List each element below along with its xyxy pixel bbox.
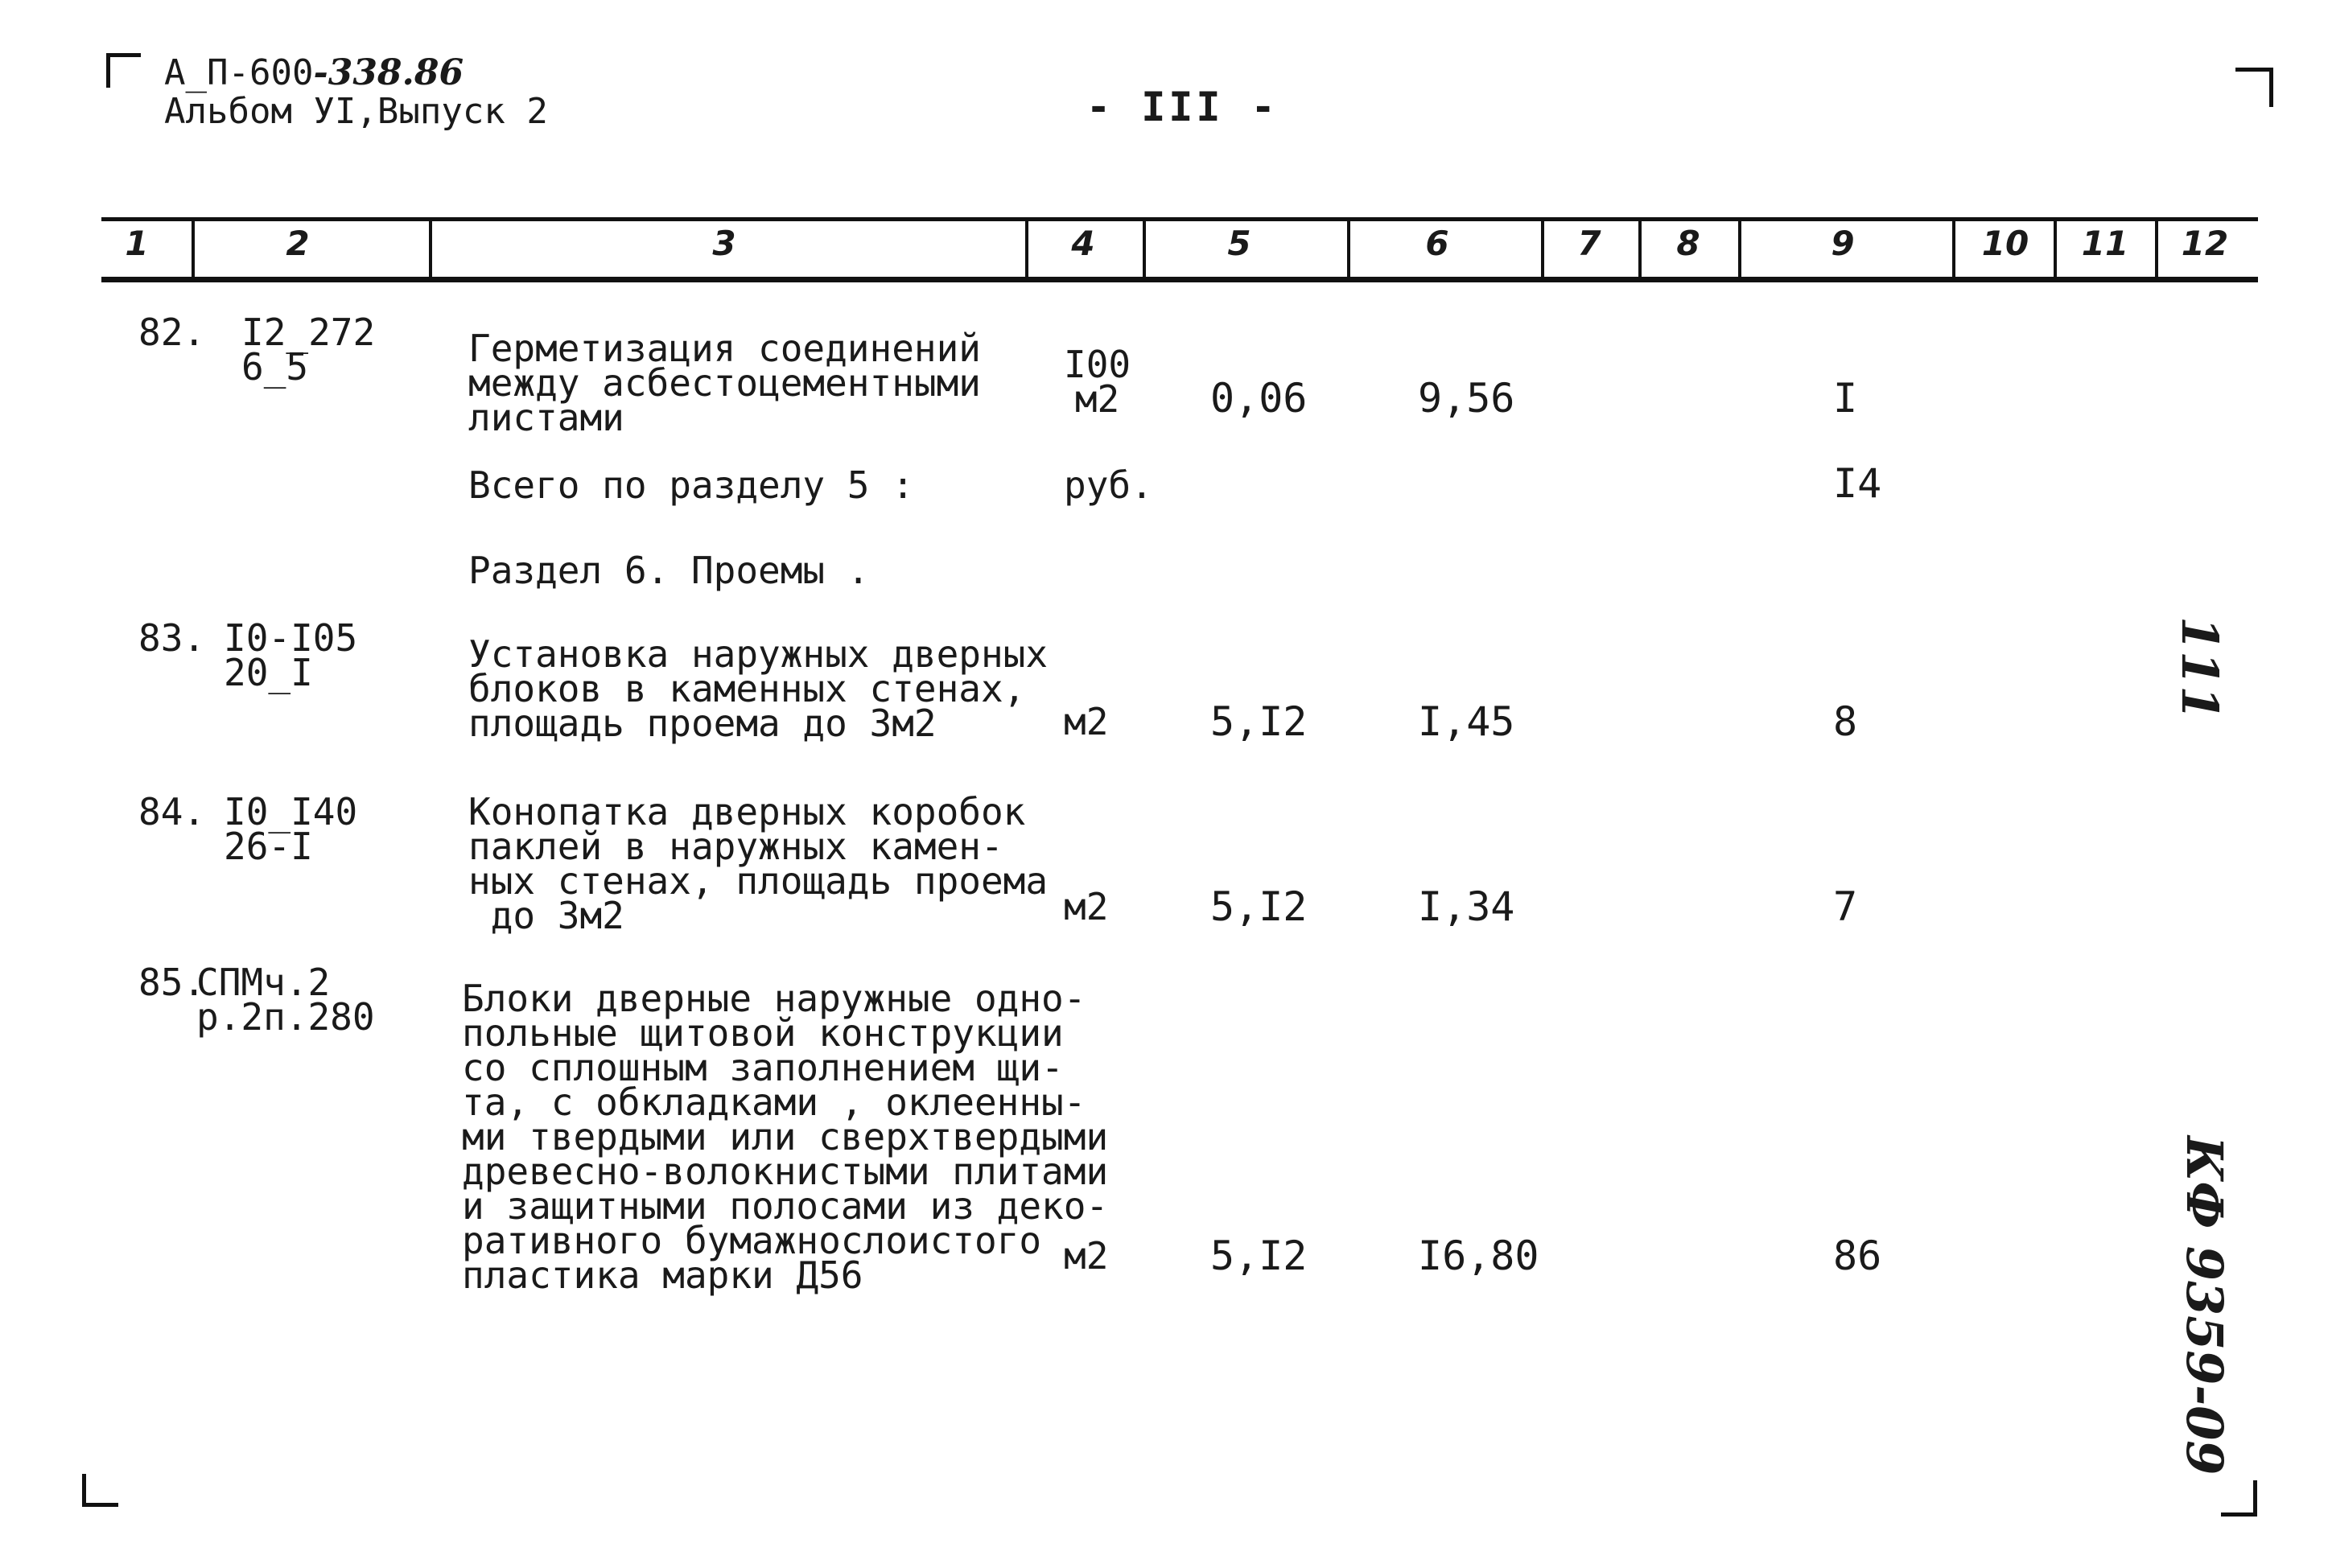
corner-mark-bottom-left [82, 1474, 118, 1507]
row-quantity: 5,I2 [1210, 698, 1308, 745]
row-description: Герметизация соединений между асбестоцементными листами [468, 327, 981, 439]
column-divider [192, 219, 195, 282]
row-total: 8 [1833, 698, 1858, 745]
row-number: 83. [138, 616, 206, 660]
row-unit: I00 м2 [1064, 343, 1131, 421]
row-total: I [1833, 375, 1858, 422]
corner-mark-bottom-right [2221, 1480, 2257, 1517]
corner-mark-top-right [2235, 68, 2273, 107]
row-price: I6,80 [1418, 1233, 1539, 1279]
section-total-value: I4 [1833, 460, 1882, 507]
row-code: I0-I05 20_I [224, 616, 358, 694]
row-quantity: 5,I2 [1210, 883, 1308, 930]
row-code: I2_272 6_5 [241, 311, 376, 389]
column-divider [1541, 219, 1544, 282]
row-unit: м2 [1064, 1234, 1109, 1278]
column-number: 2 [286, 224, 310, 263]
row-description: Блоки дверные наружные одно- польные щитовой конструкции со сплошным заполнением щи- та, с обкладками , оклеенны- ми твердыми или сверхтвердыми древесно-волокнистыми плитами и защитными полосами из деко- ративного бумажнослоистого пластика марки Д56 [462, 977, 1109, 1297]
column-divider [1143, 219, 1146, 282]
document-code [164, 53, 464, 93]
document-code-printed: А_П-600 [164, 52, 314, 93]
row-unit: м2 [1064, 700, 1109, 743]
row-price: I,34 [1418, 883, 1515, 930]
column-divider [429, 219, 432, 282]
row-price: 9,56 [1418, 375, 1515, 422]
column-number: 10 [1981, 224, 2029, 263]
column-number: 3 [712, 224, 736, 263]
column-divider [2155, 219, 2158, 282]
table-header-bottom-rule [101, 277, 2258, 282]
column-divider [1025, 219, 1028, 282]
row-quantity: 5,I2 [1210, 1233, 1308, 1279]
corner-mark-top-left [106, 53, 141, 88]
page-number: - III - [1086, 84, 1279, 130]
row-number: 84. [138, 790, 206, 833]
row-code: СПМч.2 р.2п.280 [196, 961, 375, 1039]
column-divider [1952, 219, 1955, 282]
row-number: 85. [138, 961, 206, 1004]
side-archive-code: КФ 9359-09 [2175, 1136, 2234, 1475]
column-number: 9 [1831, 224, 1855, 263]
side-page-mark: 111 [2170, 616, 2229, 721]
row-quantity: 0,06 [1210, 375, 1308, 422]
column-number: 7 [1577, 224, 1601, 263]
column-divider [2054, 219, 2057, 282]
document-code-handwritten: -338.86 [313, 52, 464, 93]
row-description: Установка наружных дверных блоков в каменных стенах, площадь проема до 3м2 [468, 632, 1049, 745]
column-number: 4 [1071, 224, 1095, 263]
column-number: 8 [1676, 224, 1700, 263]
column-number: 5 [1227, 224, 1251, 263]
row-description: Конопатка дверных коробок паклей в наружных камен- ных стенах, площадь проема до 3м2 [468, 790, 1049, 937]
section-title: Раздел 6. Проемы . [468, 549, 870, 592]
column-number: 12 [2181, 224, 2229, 263]
row-number: 82. [138, 311, 206, 354]
row-unit: м2 [1064, 885, 1109, 928]
album-title: Альбом УI,Выпуск 2 [164, 91, 548, 132]
section-total-label: Всего по разделу 5 : [468, 463, 914, 507]
column-divider [1347, 219, 1350, 282]
column-number: 6 [1425, 224, 1449, 263]
section-total-unit: руб. [1064, 463, 1153, 507]
column-divider [1738, 219, 1741, 282]
column-number: 1 [125, 224, 149, 263]
row-code: I0_I40 26-I [224, 790, 358, 868]
table-header-top-rule [101, 217, 2258, 221]
row-total: 7 [1833, 883, 1858, 930]
column-divider [1638, 219, 1642, 282]
row-total: 86 [1833, 1233, 1882, 1279]
row-price: I,45 [1418, 698, 1515, 745]
column-number: 11 [2081, 224, 2129, 263]
